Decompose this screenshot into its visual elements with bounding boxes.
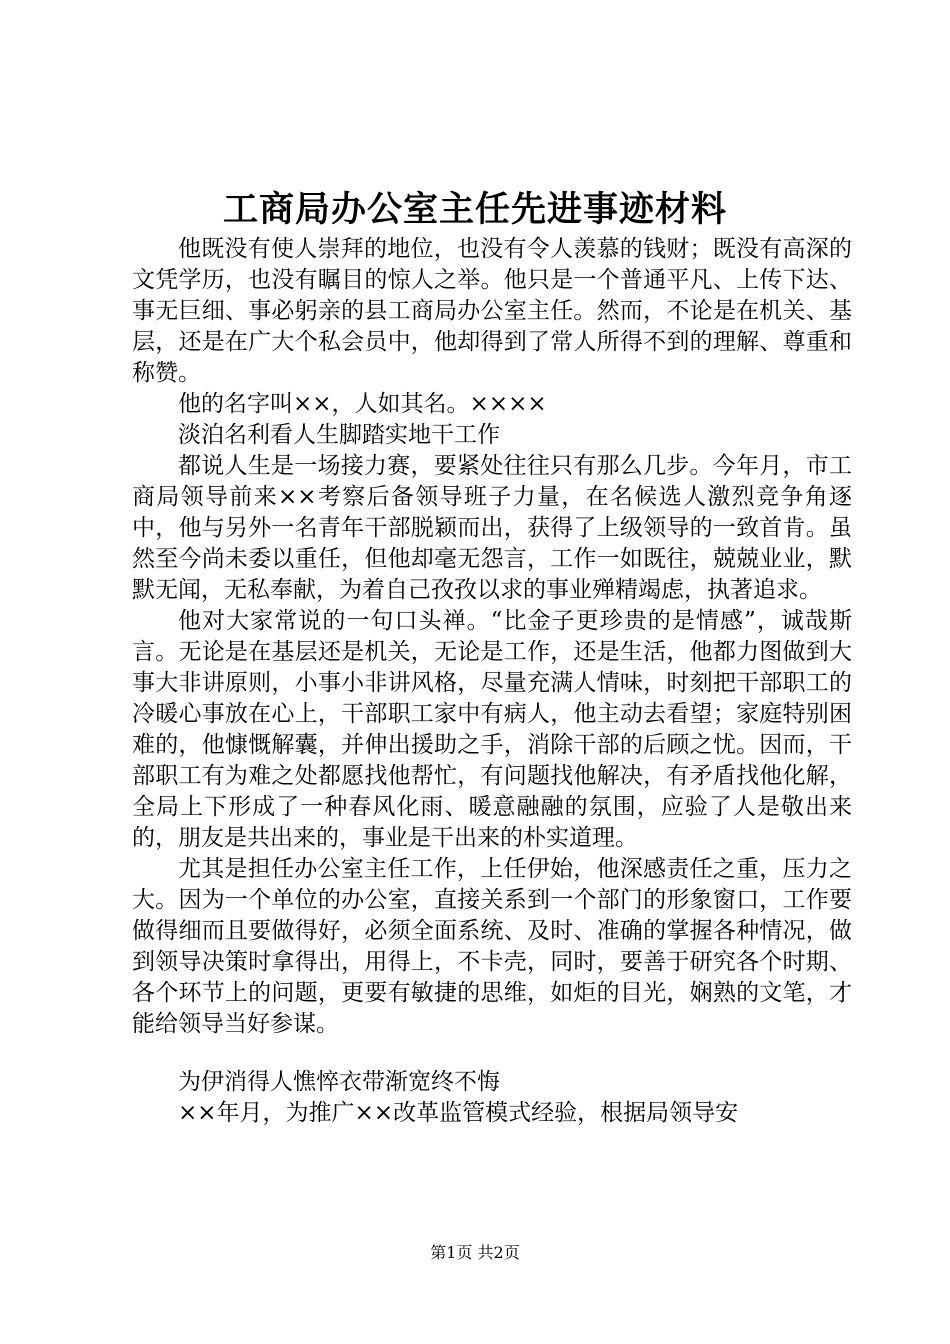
paragraph: 他既没有使人崇拜的地位，也没有令人羡慕的钱财；既没有高深的文凭学历，也没有瞩目的惊人之举。他只是一个普通平凡、上传下达、事无巨细、事必躬亲的县工商局办公室主任。然而，不论是在机关、基层，还是在广大个私会员中，他却得到了常人所得不到的理解、尊重和称赞。	[132, 236, 852, 386]
paragraph: 他对大家常说的一句口头禅。“比金子更珍贵的是情感”，诚哉斯言。无论是在基层还是机关，无论是工作，还是生活，他都力图做到大事大非讲原则，小事小非讲风格，尽量充满人情味，时刻把干部职工的冷暖心事放在心上，干部职工家中有病人，他主动去看望；家庭特别困难的，他慷慨解囊，并伸出援助之手，消除干部的后顾之忧。因而，干部职工有为难之处都愿找他帮忙，有问题找他解决，有矛盾找他化解，全局上下形成了一种春风化雨、暖意融融的氛围，应验了人是敬出来的，朋友是共出来的，事业是干出来的朴实道理。	[132, 608, 852, 851]
section-heading: 淡泊名利看人生脚踏实地干工作	[178, 422, 500, 448]
paragraph: ××年月，为推广××改革监管模式经验，根据局领导安	[178, 1100, 739, 1126]
section-heading: 为伊消得人憔悴衣带渐宽终不悔	[178, 1069, 500, 1095]
paragraph: 都说人生是一场接力赛，要紧处往往只有那么几步。今年月，市工商局领导前来××考察后备领导班子力量，在名候选人激烈竞争角逐中，他与另外一名青年干部脱颖而出，获得了上级领导的一致首肯。虽然至今尚未委以重任，但他却毫无怨言，工作一如既往，兢兢业业，默默无闻，无私奉献，为着自己孜孜以求的事业殚精竭虑，执著追求。	[132, 453, 852, 603]
page-footer: 第1页 共2页	[430, 1243, 520, 1262]
paragraph: 尤其是担任办公室主任工作，上任伊始，他深感责任之重，压力之大。因为一个单位的办公室，直接关系到一个部门的形象窗口，工作要做得细而且要做得好，必须全面系统、及时、准确的掌握各种情况，做到领导决策时拿得出，用得上，不卡壳，同时，要善于研究各个时期、各个环节上的问题，更要有敏捷的思维，如炬的目光，娴熟的文笔，才能给领导当好参谋。	[132, 856, 852, 1037]
document-title: 工商局办公室主任先进事迹材料	[222, 189, 727, 230]
document-body	[132, 234, 852, 1129]
paragraph: 他的名字叫××，人如其名。××××	[178, 391, 547, 417]
